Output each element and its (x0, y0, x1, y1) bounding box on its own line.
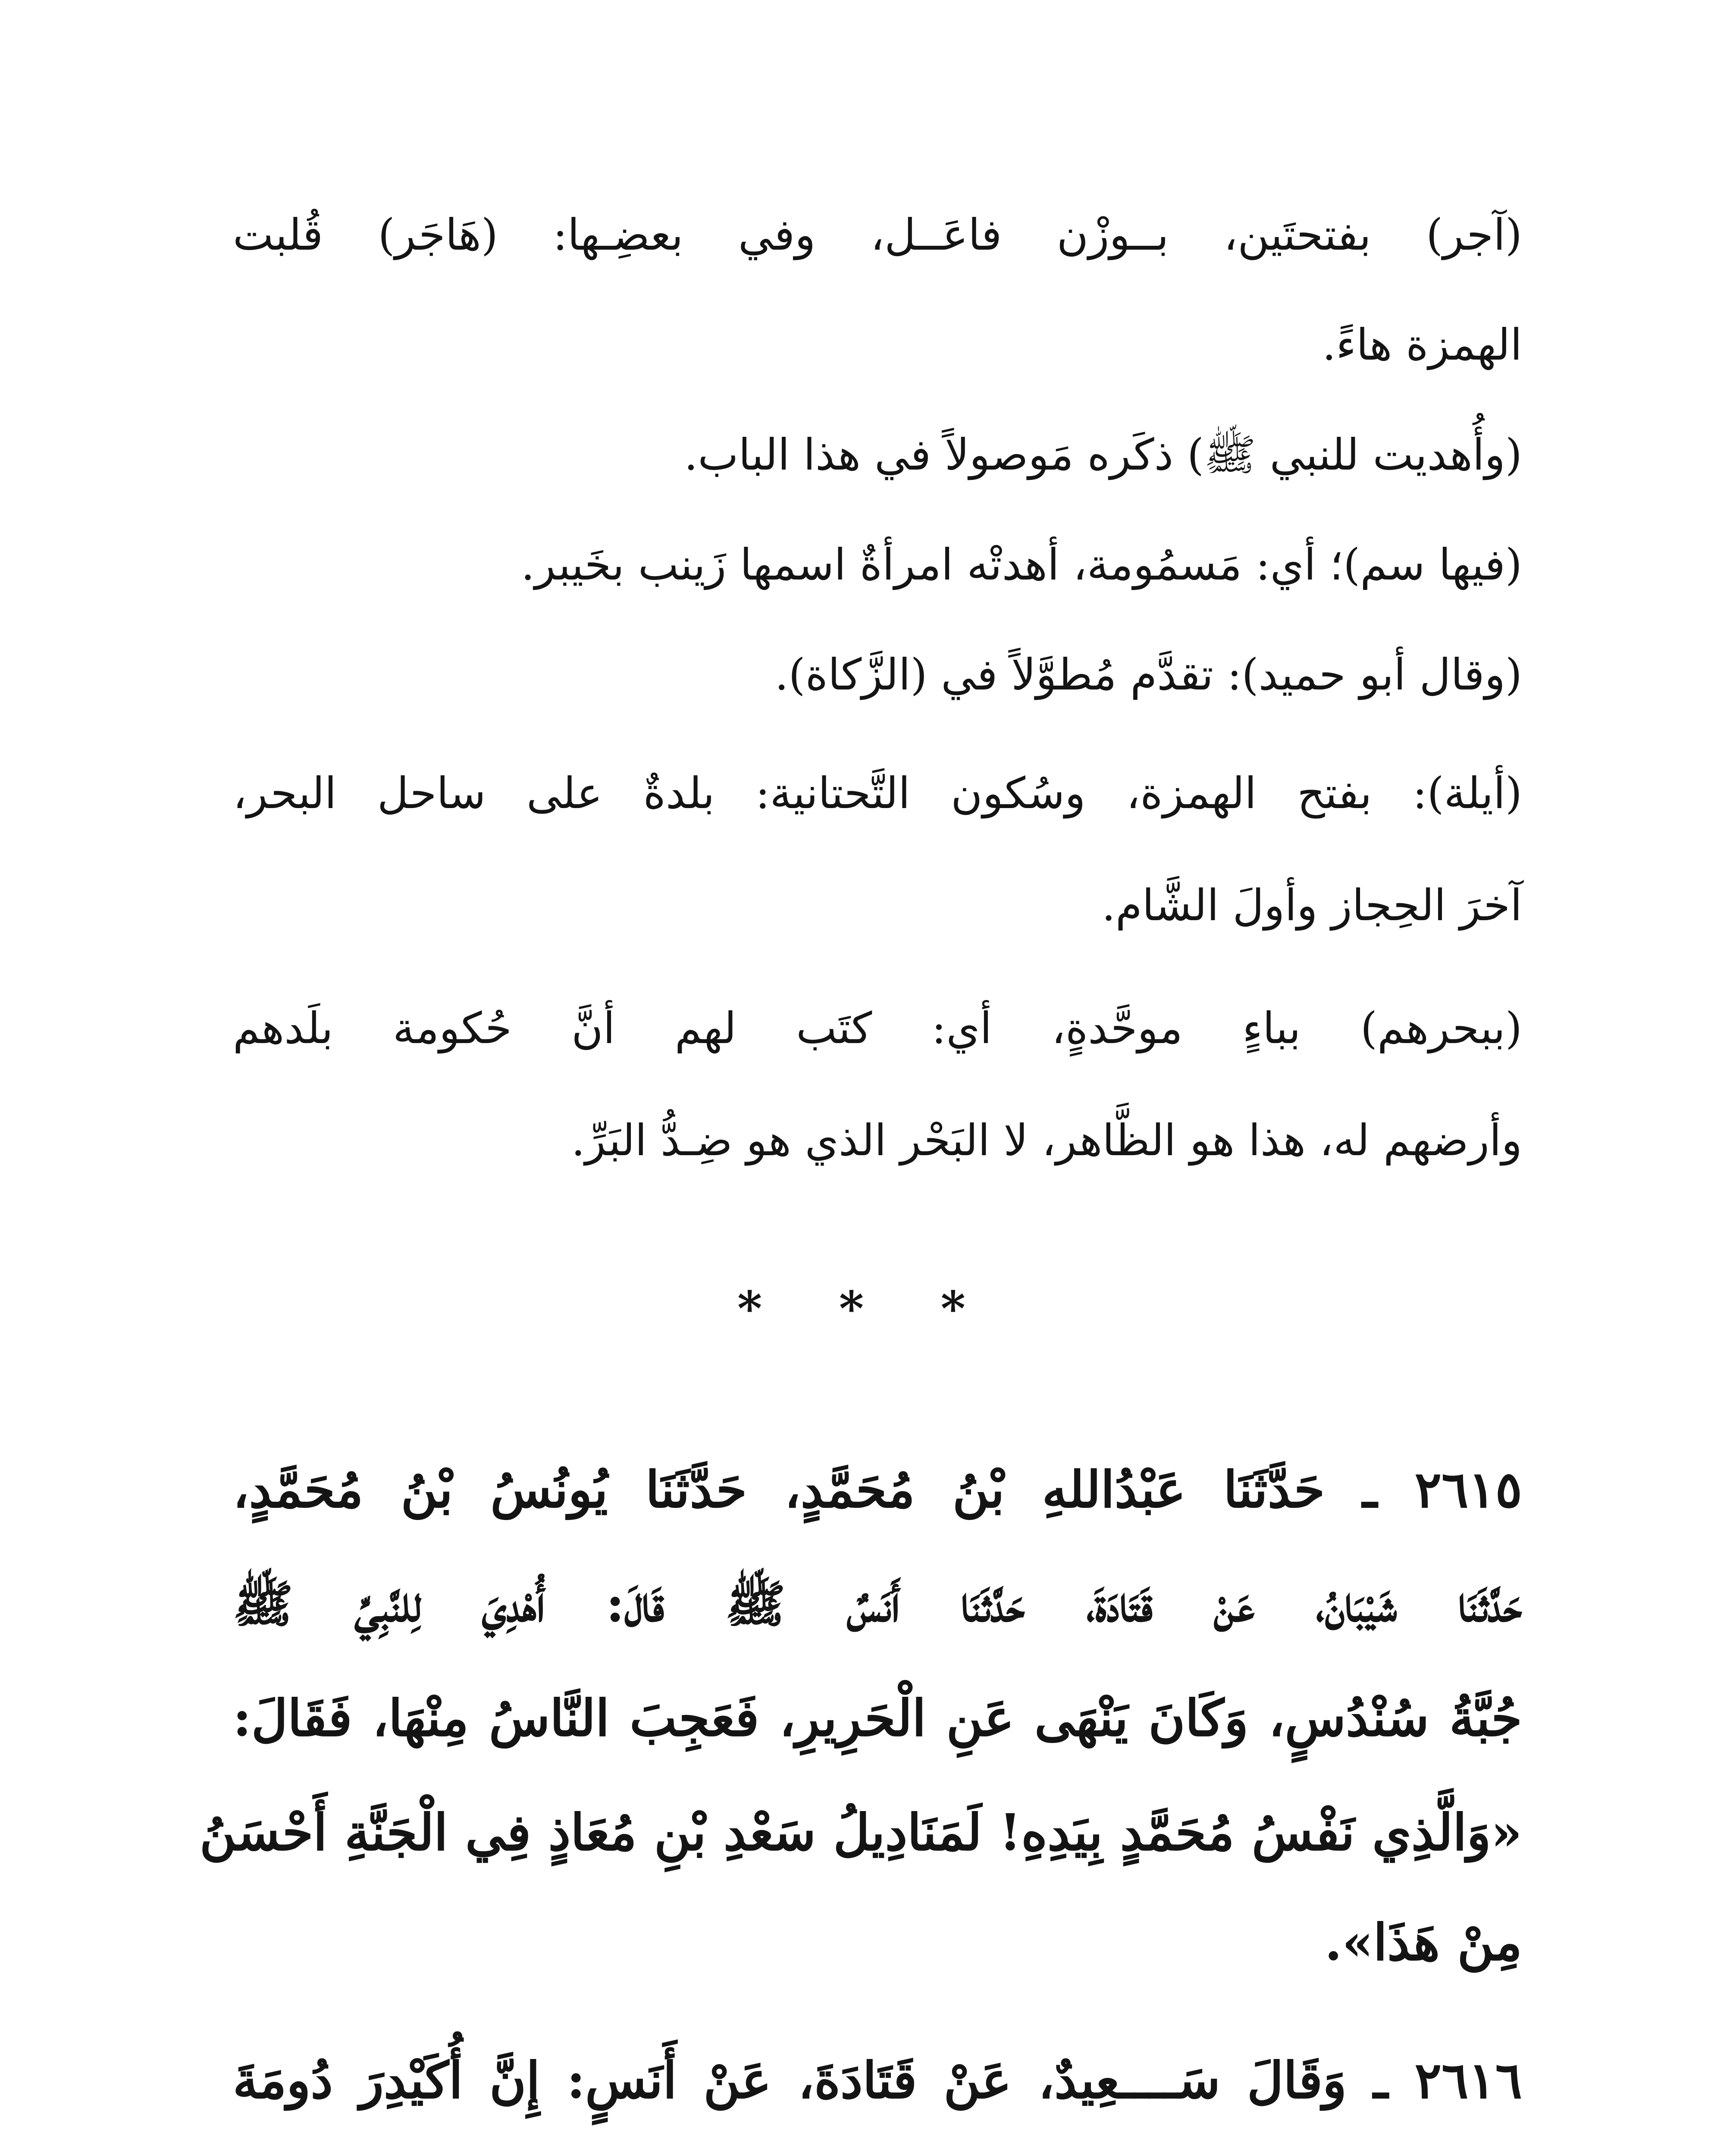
hadith-line: جُبَّةُ سُنْدُسٍ، وَكَانَ يَنْهَى عَنِ الْحَرِيرِ، فَعَجِبَ النَّاسُ مِنْهَا، فَقَالَ: (233, 1689, 1522, 1748)
note-line: آخرَ الحِجاز وأولَ الشَّام. (1102, 880, 1522, 931)
hadith-line: ٢٦١٦ ـ وَقَالَ سَــــعِيدٌ، عَنْ قَتَادَةَ، عَنْ أَنَسٍ: إِنَّ أُكَيْدِرَ دُومَةَ (233, 2051, 1522, 2110)
section-separator: * * * (737, 1281, 996, 1336)
note-line: (وقال أبو حميد): تقدَّم مُطوَّلاً في (الزَّكاة). (774, 649, 1522, 700)
note-line: (أيلة): بفتح الهمزة، وسُكون التَّحتانية: بلدةٌ على ساحل البحر، (233, 768, 1522, 818)
note-line: وأرضهم له، هذا هو الظَّاهر، لا البَحْر الذي هو ضِـدُّ البَرِّ. (571, 1115, 1522, 1166)
hadith-line: مِنْ هَذَا». (1325, 1913, 1522, 1972)
note-line: (ببحرهم) بباءٍ موحَّدةٍ، أي: كتَب لهم أنَّ حُكومة بلَدهم (233, 1003, 1522, 1053)
hadith-line: «وَالَّذِي نَفْسُ مُحَمَّدٍ بِيَدِهِ! لَمَنَادِيلُ سَعْدِ بْنِ مُعَاذٍ فِي الْجَنَّةِ أَحْسَنُ (199, 1803, 1522, 1862)
hadith-line: حَدَّثَنَا شَيْبَانُ، عَنْ قَتَادَةَ، حَدَّثَنَا أَنَسٌ ﷺ قَالَ: أُهْدِيَ لِلنَّبِيِّ ﷺ (233, 1575, 1522, 1633)
hadith-line: ٢٦١٥ ـ حَدَّثَنَا عَبْدُاللهِ بْنُ مُحَمَّدٍ، حَدَّثَنَا يُونُسُ بْنُ مُحَمَّدٍ، (233, 1460, 1522, 1519)
note-line: (فيها سم)؛ أي: مَسمُومة، أهدتْه امرأةٌ اسمها زَينب بخَيبر. (521, 539, 1522, 590)
note-line: (آجر) بفتحتَين، بــوزْن فاعَــل، وفي بعضِـها: (هَاجَر) قُلبت (233, 210, 1522, 260)
note-line: الهمزة هاءً. (1322, 320, 1522, 370)
note-line: (وأُهديت للنبي ﷺ) ذكَره مَوصولاً في هذا الباب. (684, 429, 1522, 480)
